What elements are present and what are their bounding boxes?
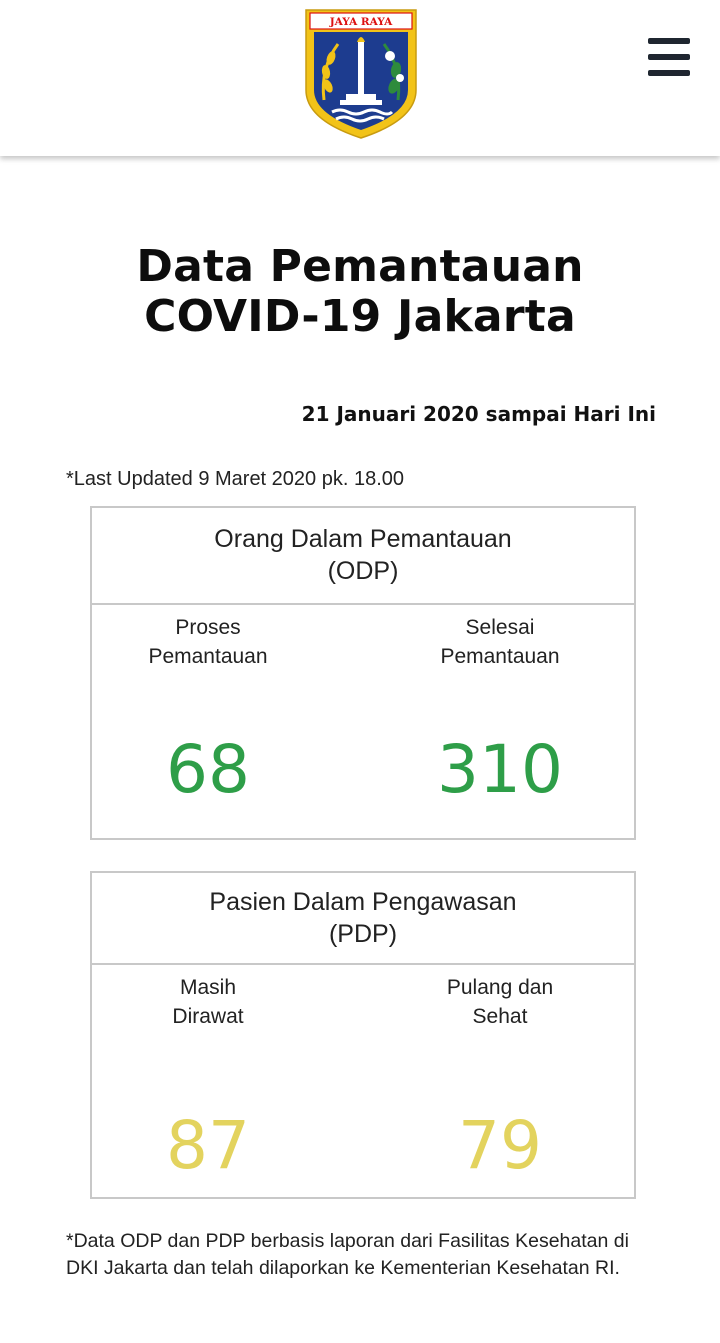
odp-card-header (92, 508, 634, 605)
pdp-sehat-value: 79 (458, 1107, 542, 1184)
odp-proses-label-line2: Pemantauan (148, 645, 268, 668)
odp-proses-label (62, 605, 354, 671)
odp-subtitle: (ODP) (327, 557, 399, 585)
page-title-line1: Data Pemantauan (136, 241, 584, 292)
odp-selesai-column (364, 605, 636, 808)
odp-selesai-label-line2: Pemantauan (440, 645, 560, 668)
pdp-sehat-label (364, 965, 636, 1031)
jakarta-logo-icon[interactable] (302, 8, 420, 140)
hamburger-menu-icon[interactable] (648, 38, 690, 76)
data-footnote: *Data ODP dan PDP berbasis laporan dari Fasilitas Kesehatan di DKI Jakarta dan telah dilaporkan ke Kementerian Kesehatan RI. (66, 1230, 629, 1279)
site-header (0, 0, 720, 156)
pdp-card-header (92, 873, 634, 965)
page-title (0, 242, 720, 342)
menu-bar (648, 54, 690, 60)
pdp-sehat-label-line2: Sehat (472, 1005, 528, 1028)
pdp-sehat-label-line1: Pulang dan (446, 976, 554, 999)
pdp-dirawat-label-line1: Masih (179, 976, 237, 999)
pdp-dirawat-label-line2: Dirawat (172, 1005, 244, 1028)
logo-ribbon-text: JAYA RAYA (329, 16, 393, 28)
odp-proses-column (62, 605, 354, 808)
pdp-dirawat-column (62, 965, 354, 1184)
odp-proses-value: 68 (166, 731, 250, 808)
last-updated-text: *Last Updated 9 Maret 2020 pk. 18.00 (66, 468, 405, 490)
odp-selesai-label-line1: Selesai (465, 616, 535, 639)
pdp-dirawat-label (62, 965, 354, 1031)
odp-card (90, 506, 636, 840)
pdp-card-body (92, 965, 634, 1195)
odp-title: Orang Dalam Pemantauan (214, 525, 512, 553)
pdp-subtitle: (PDP) (328, 920, 398, 948)
pdp-dirawat-value: 87 (166, 1107, 250, 1184)
pdp-card (90, 871, 636, 1199)
odp-selesai-label (364, 605, 636, 671)
pdp-sehat-column (364, 965, 636, 1184)
date-range-text: 21 Januari 2020 sampai Hari Ini (301, 402, 656, 426)
menu-bar (648, 38, 690, 44)
page-title-line2: COVID-19 Jakarta (144, 291, 576, 342)
pdp-title: Pasien Dalam Pengawasan (209, 888, 517, 916)
menu-bar (648, 70, 690, 76)
odp-proses-label-line1: Proses (175, 616, 241, 639)
odp-card-body (92, 605, 634, 835)
odp-selesai-value: 310 (437, 731, 563, 808)
